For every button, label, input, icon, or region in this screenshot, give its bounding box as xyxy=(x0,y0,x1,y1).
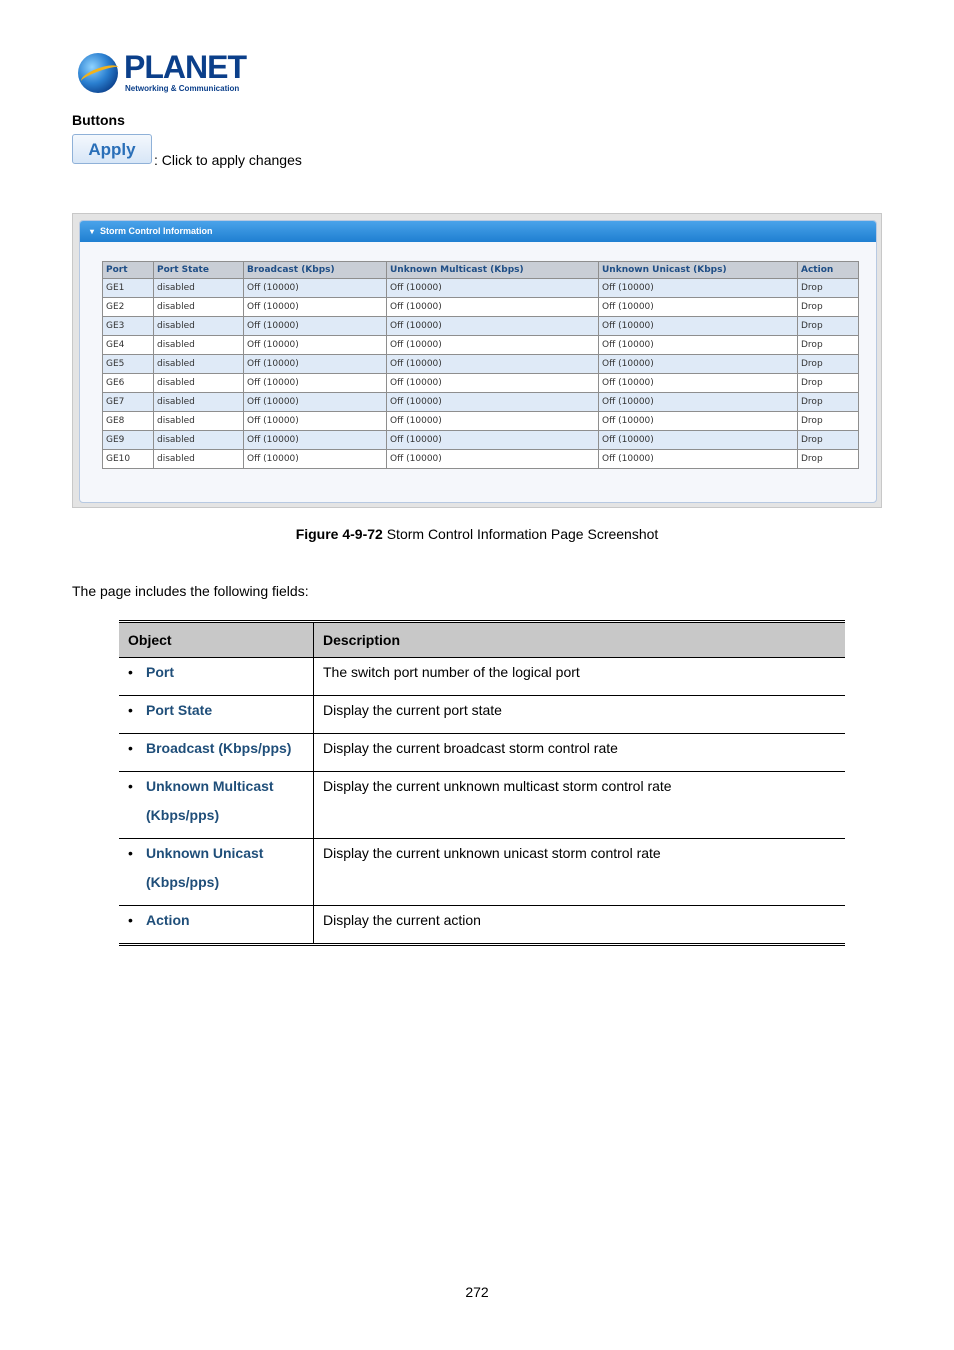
table-row xyxy=(103,431,859,450)
table-cell: disabled xyxy=(154,431,244,450)
field-object-name: Unknown Unicast (Kbps/pps) xyxy=(146,845,264,890)
table-cell: Off (10000) xyxy=(244,355,387,374)
column-header: Unknown Multicast (Kbps) xyxy=(387,262,599,279)
fields-table xyxy=(119,620,845,946)
table-cell: GE10 xyxy=(103,450,154,469)
apply-button[interactable]: Apply xyxy=(72,134,152,164)
table-cell: Off (10000) xyxy=(387,336,599,355)
table-cell: Off (10000) xyxy=(599,412,798,431)
collapse-arrow-icon[interactable]: ▾ xyxy=(90,227,95,236)
table-cell: disabled xyxy=(154,412,244,431)
table-row xyxy=(103,336,859,355)
planet-logo xyxy=(78,50,248,96)
field-object xyxy=(119,906,314,945)
fields-row xyxy=(119,839,845,906)
table-cell: Off (10000) xyxy=(599,336,798,355)
bullet-icon: • xyxy=(128,778,133,794)
table-cell: Drop xyxy=(798,450,859,469)
table-cell: disabled xyxy=(154,317,244,336)
figure-text: Storm Control Information Page Screenshot xyxy=(382,526,659,542)
table-cell: GE1 xyxy=(103,279,154,298)
field-object xyxy=(119,696,314,734)
table-cell: Drop xyxy=(798,355,859,374)
fields-header-row xyxy=(119,622,845,658)
table-row xyxy=(103,374,859,393)
description-header: Description xyxy=(314,622,846,658)
table-row xyxy=(103,393,859,412)
table-cell: Off (10000) xyxy=(244,412,387,431)
table-row xyxy=(103,450,859,469)
table-cell: Drop xyxy=(798,317,859,336)
table-cell: Off (10000) xyxy=(244,317,387,336)
column-header: Broadcast (Kbps) xyxy=(244,262,387,279)
bullet-icon: • xyxy=(128,664,133,680)
table-cell: Drop xyxy=(798,298,859,317)
field-object-name: Unknown Multicast (Kbps/pps) xyxy=(146,778,274,823)
table-cell: GE8 xyxy=(103,412,154,431)
field-object xyxy=(119,734,314,772)
table-cell: Off (10000) xyxy=(244,374,387,393)
table-cell: Off (10000) xyxy=(387,431,599,450)
fields-row xyxy=(119,906,845,945)
table-cell: Off (10000) xyxy=(387,298,599,317)
table-cell: Drop xyxy=(798,374,859,393)
table-cell: Off (10000) xyxy=(387,412,599,431)
field-object-name: Broadcast (Kbps/pps) xyxy=(146,740,292,756)
table-cell: Drop xyxy=(798,431,859,450)
table-cell: GE4 xyxy=(103,336,154,355)
bullet-icon: • xyxy=(128,702,133,718)
panel-header[interactable] xyxy=(80,221,876,242)
field-object-name: Action xyxy=(146,912,190,928)
field-description: Display the current action xyxy=(314,906,846,945)
table-cell: Off (10000) xyxy=(387,317,599,336)
field-description: The switch port number of the logical port xyxy=(314,658,846,696)
table-cell: Off (10000) xyxy=(599,431,798,450)
figure-label: Figure 4-9-72 xyxy=(295,526,383,542)
fields-row xyxy=(119,658,845,696)
table-cell: Drop xyxy=(798,412,859,431)
table-row xyxy=(103,317,859,336)
table-cell: Off (10000) xyxy=(599,355,798,374)
table-row xyxy=(103,355,859,374)
table-cell: GE5 xyxy=(103,355,154,374)
table-cell: Off (10000) xyxy=(599,317,798,336)
field-description: Display the current unknown multicast storm control rate xyxy=(314,772,846,839)
table-cell: Off (10000) xyxy=(599,279,798,298)
column-header: Unknown Unicast (Kbps) xyxy=(599,262,798,279)
logo-brand: PLANET xyxy=(124,49,246,85)
table-cell: GE3 xyxy=(103,317,154,336)
table-cell: Drop xyxy=(798,279,859,298)
table-cell: disabled xyxy=(154,279,244,298)
table-cell: disabled xyxy=(154,355,244,374)
table-cell: Drop xyxy=(798,336,859,355)
table-cell: Off (10000) xyxy=(387,279,599,298)
object-header: Object xyxy=(119,622,314,658)
table-cell: Off (10000) xyxy=(599,298,798,317)
field-object xyxy=(119,772,314,839)
table-cell: GE6 xyxy=(103,374,154,393)
storm-control-table xyxy=(102,261,859,469)
table-cell: disabled xyxy=(154,393,244,412)
bullet-icon: • xyxy=(128,740,133,756)
bullet-icon: • xyxy=(128,912,133,928)
table-row xyxy=(103,412,859,431)
table-cell: Off (10000) xyxy=(599,393,798,412)
fields-row xyxy=(119,696,845,734)
table-cell: Off (10000) xyxy=(599,374,798,393)
fields-row xyxy=(119,734,845,772)
table-cell: disabled xyxy=(154,450,244,469)
table-header-row xyxy=(103,262,859,279)
table-cell: Off (10000) xyxy=(244,279,387,298)
column-header: Action xyxy=(798,262,859,279)
field-description: Display the current port state xyxy=(314,696,846,734)
fields-row xyxy=(119,772,845,839)
table-cell: Off (10000) xyxy=(244,336,387,355)
table-row xyxy=(103,298,859,317)
table-cell: Drop xyxy=(798,393,859,412)
table-cell: GE9 xyxy=(103,431,154,450)
table-cell: Off (10000) xyxy=(244,431,387,450)
table-cell: GE7 xyxy=(103,393,154,412)
field-object-name: Port State xyxy=(146,702,213,718)
table-cell: Off (10000) xyxy=(599,450,798,469)
figure-caption xyxy=(0,526,954,542)
apply-description: : Click to apply changes xyxy=(154,152,302,168)
storm-control-screenshot xyxy=(72,213,882,508)
table-cell: Off (10000) xyxy=(387,355,599,374)
panel-title: Storm Control Information xyxy=(100,226,213,236)
table-cell: Off (10000) xyxy=(387,374,599,393)
table-cell: Off (10000) xyxy=(244,450,387,469)
field-description: Display the current unknown unicast storm control rate xyxy=(314,839,846,906)
page-number: 272 xyxy=(465,1284,489,1300)
table-cell: disabled xyxy=(154,298,244,317)
buttons-heading: Buttons xyxy=(72,112,125,128)
table-cell: disabled xyxy=(154,336,244,355)
field-object xyxy=(119,839,314,906)
table-row xyxy=(103,279,859,298)
table-cell: Off (10000) xyxy=(244,393,387,412)
bullet-icon: • xyxy=(128,845,133,861)
table-cell: GE2 xyxy=(103,298,154,317)
field-description: Display the current broadcast storm control rate xyxy=(314,734,846,772)
table-cell: disabled xyxy=(154,374,244,393)
table-cell: Off (10000) xyxy=(387,393,599,412)
field-object-name: Port xyxy=(146,664,174,680)
field-object xyxy=(119,658,314,696)
column-header: Port State xyxy=(154,262,244,279)
logo-tagline: Networking & Communication xyxy=(125,84,240,93)
storm-control-panel xyxy=(79,220,877,503)
intro-text: The page includes the following fields: xyxy=(72,583,309,599)
table-cell: Off (10000) xyxy=(387,450,599,469)
column-header: Port xyxy=(103,262,154,279)
table-cell: Off (10000) xyxy=(244,298,387,317)
